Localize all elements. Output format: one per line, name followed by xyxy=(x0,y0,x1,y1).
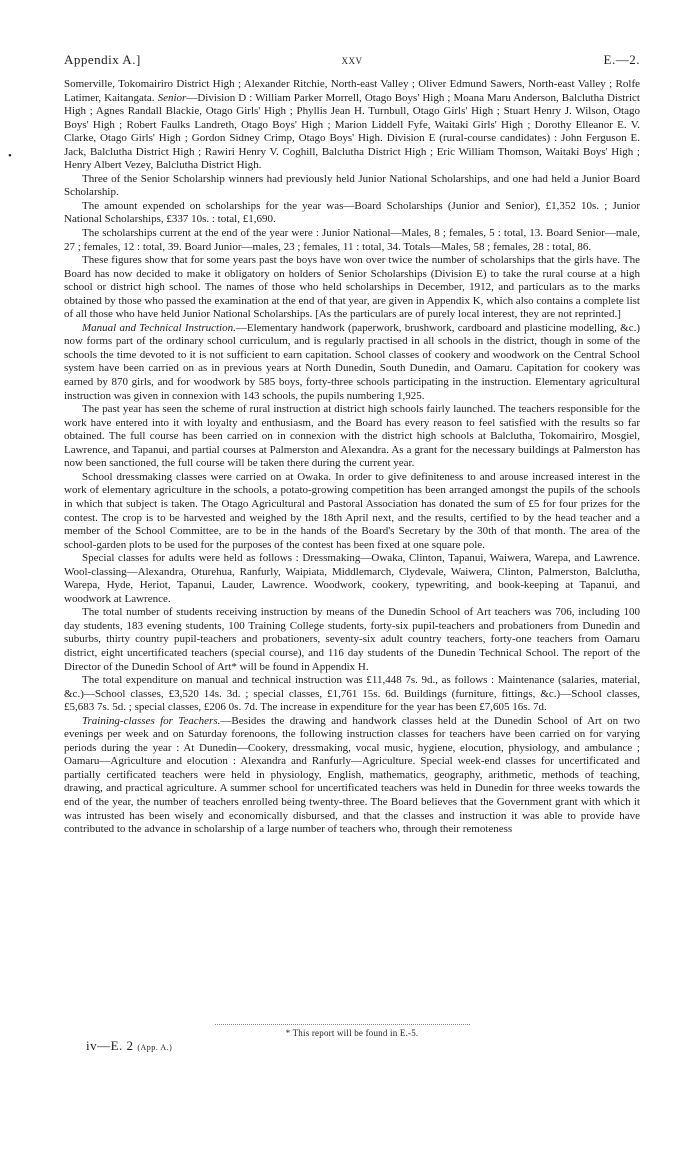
signature-main: iv—E. 2 xyxy=(86,1038,134,1053)
paragraph-adult-classes: Special classes for adults were held as follows : Dressmaking—Owaka, Clinton, Tapanui, Waiwera, Warepa, and Lawrence. Wool-classing—Alexandra, Oturehua, Ranfurly, Waipiata, Middlemarch, Clydevale, Waiwera, Clinton, Palmerston, Balclutha, Warepa, Hyde, Heriot, Tapanui, Lauder, Lawrence. Woodwork, cookery, typewriting, and book-keeping at Tapanui, and woodwork at Lawrence. xyxy=(64,552,640,605)
page-header xyxy=(64,52,640,70)
header-page-number: xxv xyxy=(341,52,363,67)
signature-sub: (App. A.) xyxy=(137,1043,173,1052)
paragraph-total-expenditure: The total expenditure on manual and technical instruction was £11,448 7s. 9d., as follows : Maintenance (salaries, material, &c.)—School classes, £3,520 14s. 3d. ; special classes, £1,761 15s. 6d. Buildings (furniture, fittings, &c.)—School classes, £5,683 7s. 5d. ; special classes, £206 0s. 7d. The increase in expenditure for the year has been £7,605 16s. 7d. xyxy=(64,674,640,714)
paragraph-training-classes: Training-classes for Teachers.—Besides the drawing and handwork classes held at the Dunedin School of Art on two evenings per week and on Saturday forenoons, the following instruction classes for teachers have been carried on for varying periods during the year : At Dunedin—Cookery, dressmaking, vocal music, hygiene, elocution, physiology, and ambulance ; Oamaru—Agriculture and elocution : Alexandra and Ranfurly—Agriculture. Special week-end classes for uncertificated and partially certificated teachers were held in physiology, English, mathematics, geography, arithmetic, methods of teaching, drawing, and practical agriculture. A summer school for uncertificated teachers was held in Dunedin for three weeks towards the end of the year, the number of teachers enrolled being twenty-three. The Board believes that the Government grant with which it was intrusted has been wisely and economically disbursed, and that the classes and instruction it was able to provide have contributed to the advance in scholarship of a large number of teachers who, through their remoteness xyxy=(64,714,640,836)
header-report-code: E.—2. xyxy=(603,52,640,67)
paragraph-figures: These figures show that for some years past the boys have won over twice the number of scholarships that the girls have. The Board has now decided to make it obligatory on holders of Senior Scholarships (Division E) to take the rural course at a high school or district high school. The names of those who held scholarships in December, 1912, and particulars as to the marks obtained by those who passed the examination at the end of that year, are given in Appendix K, which also contains a complete list of all those who have held Junior National Scholarships. [As the particulars are of purely local interest, they are not reprinted.] xyxy=(64,254,640,321)
header-appendix-label: Appendix A.] xyxy=(64,52,141,67)
paragraph-previous-holders: Three of the Senior Scholarship winners had previously held Junior National Scholarships, and one had held a Junior Board Scholarship. xyxy=(64,172,640,199)
footnote: * This report will be found in E.-5. xyxy=(285,1028,419,1038)
paragraph-rural-instruction: The past year has seen the scheme of rural instruction at district high schools fairly launched. The teachers responsible for the work have entered into it with loyalty and enthusiasm, and the Board has every reason to feel satisfied with the results so far obtained. The full course has been carried on in connexion with the district high schools at Balclutha, Tokomairiro, Mosgiel, Lawrence, and Tapanui, and partial courses at Palmerston and Alexandra. As a grant for the necessary buildings at Palmerston has now been sanctioned, the full course will be taken there during the current year. xyxy=(64,403,640,470)
section-heading-manual: Manual and Technical Instruction. xyxy=(82,321,236,334)
section-heading-training: Training-classes for Teachers. xyxy=(82,714,221,727)
body-text xyxy=(64,78,640,837)
paragraph-current-scholarships: The scholarships current at the end of the year were : Junior National—Males, 8 ; females, 5 : total, 13. Board Senior—male, 27 ; females, 12 : total, 39. Board Junior—males, 23 ; females, 11 : total, 34. Totals—Males, 58 ; females, 28 : total, 86. xyxy=(64,227,640,253)
paragraph-expenditure-scholarships: The amount expended on scholarships for the year was—Board Scholarships (Junior and Senior), £1,352 10s. ; Junior National Scholarships, £337 10s. : total, £1,690. xyxy=(64,199,640,226)
paragraph-scholarship-winners: Somerville, Tokomairiro District High ; Alexander Ritchie, North-east Valley ; Oliver Edmund Sawers, North-east Valley ; Rolfe Latimer, Kaitangata. Senior—Division D : William Parker Morrell, Otago Boys' High ; Moana Maru Anderson, Balclutha District High ; Agnes Randall Blackie, Otago Girls' High ; Phyllis Jean H. Turnbull, Otago Girls' High ; Stuart Henry J. Wilson, Otago Boys' High ; Robert Faulks Landreth, Otago Boys' High ; Marion Liddell Fyfe, Waitaki Girls' High ; Dorothy Elleanor E. V. Clarke, Otago Girls' High ; Gordon Sidney Crimp, Otago Boys' High. Division E (rural-course candidates) : John Ferguson E. Jack, Balclutha District High ; Rawiri Henry V. Coghill, Balclutha District High ; Eric William Thomson, Waitaki Boys' High ; Henry Albert Vezey, Balclutha District High. xyxy=(64,78,640,172)
paragraph-manual-instruction: Manual and Technical Instruction.—Elementary handwork (paperwork, brushwork, cardboard and plasticine modelling, &c.) now forms part of the ordinary school curriculum, and is regularly practised in all schools in the district, though in some of the schools the time devoted to it is not sufficient to earn capitation. School classes of cookery and woodwork on the Central School system have been carried on as in previous years at North Dunedin, South Dunedin, and Oamaru. Capitation for cookery was earned by 870 girls, and for woodwork by 585 boys, forty-three schools participating in the instruction. Elementary agricultural instruction was given in connexion with 143 schools, the pupils numbering 1,925. xyxy=(64,321,640,402)
footnote-divider xyxy=(215,1024,470,1025)
paragraph-school-of-art: The total number of students receiving instruction by means of the Dunedin School of Art teachers was 706, including 100 day students, 183 evening students, 100 Training College students, forty-six pupil-teachers and probationers from Dunedin and suburbs, thirty country pupil-teachers and probationers, seventy-six adult country teachers, forty-one teachers from Oamaru district, eight uncertificated teachers (special course), and 116 day students of the Dunedin Technical School. The report of the Director of the Dunedin School of Art* will be found in Appendix H. xyxy=(64,606,640,673)
margin-dot-mark: • xyxy=(8,150,12,162)
paragraph-dressmaking: School dressmaking classes were carried on at Owaka. In order to give definiteness to and arouse increased interest in the work of elementary agriculture in the schools, a potato-growing competition has been arranged amongst the pupils of the schools in which that subject is taken. The Otago Agricultural and Pastoral Association has donated the sum of £5 for four prizes for the contest. The crop is to be harvested and weighed by the 18th April next, and the results, certified to by the head teacher and a member of the School Committee, are to be in the hands of the Board's Secretary by the 30th of that month. The area of the school-garden plots to be used for the purposes of the contest has been fixed at one square pole. xyxy=(64,470,640,551)
senior-label: Senior xyxy=(157,91,187,104)
printer-signature xyxy=(86,1038,172,1054)
